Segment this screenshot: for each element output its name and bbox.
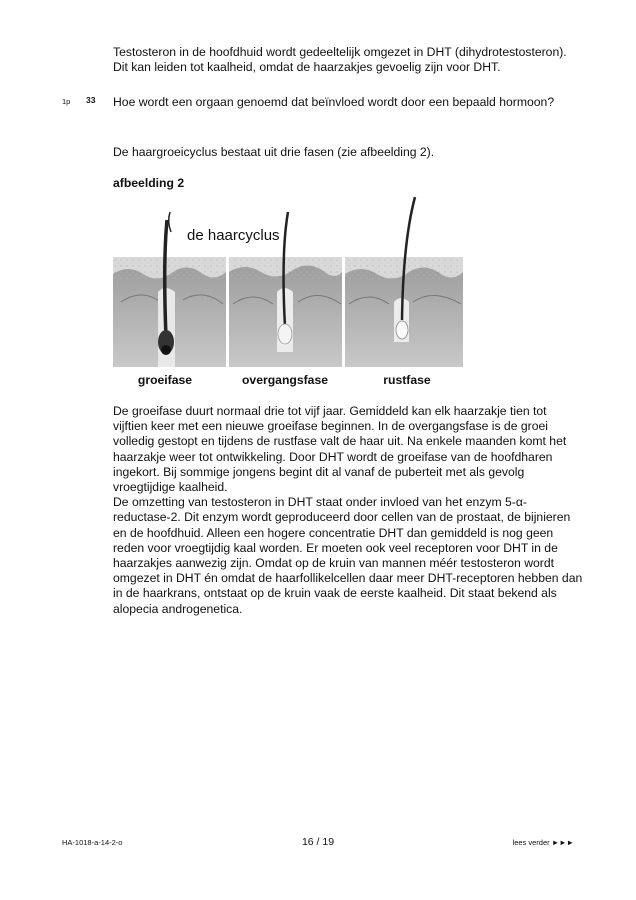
footer-next[interactable]: lees verder ►►►: [512, 838, 574, 847]
body-paragraph-1: De groeifase duurt normaal drie tot vijf jaar. Gemiddeld kan elk haarzakje tien tot vijftien keer met een nieuwe groeifase beginnen. In de overgangsfase is de groei volledig gestopt en tijdens de rustfase valt de haar uit. Na enkele maanden komt het haarzakje weer tot ontwikkeling. Door DHT wordt de groeifase van de hoofdharen ingekort. Bij sommige jongens begint dit al vanaf de puberteit met als gevolg vroegtijdige kaalheid.: [113, 404, 567, 495]
question-points: 1p: [62, 97, 71, 106]
figure-title: afbeelding 2: [113, 176, 185, 190]
figure-caption: de haarcyclus: [187, 227, 280, 244]
phase-label-overgangsfase: overgangsfase: [241, 373, 329, 387]
question-text: Hoe wordt een orgaan genoemd dat beïnvloed wordt door een bepaald hormoon?: [113, 95, 555, 109]
phase-label-groeifase: groeifase: [137, 373, 193, 387]
page-number: 16 / 19: [301, 836, 335, 848]
body-paragraph-2: De omzetting van testosteron in DHT staat onder invloed van het enzym 5-α-reductase-2. Dit enzym wordt geproduceerd door cellen van de prostaat, de bijnieren en de hoofdhuid. Alleen een hogere concentratie DHT dan gemiddeld is nog geen reden voor vroegtijdig kaal worden. Er moeten ook veel receptoren voor DHT in de haarzakjes aanwezig zijn. Omdat op de kruin van mannen méér testosteron wordt omgezet in DHT én omdat de haarfollikelcellen daar meer DHT-receptoren hebben dan in de haarkrans, ontstaat op de kruin vaak de eerste kaalheid. Dit staat bekend als alopecia androgenetica.: [113, 495, 583, 616]
hair-cycle-illustration: [113, 192, 463, 367]
footer-code: HA-1018-a-14-2-o: [62, 838, 123, 847]
intro-paragraph: Testosteron in de hoofdhuid wordt gedeeltelijk omgezet in DHT (dihydrotestosteron). Dit kan leiden tot kaalheid, omdat de haarzakjes gevoelig zijn voor DHT.: [113, 45, 567, 75]
question-number: 33: [86, 95, 96, 105]
phase-label-rustfase: rustfase: [383, 373, 431, 387]
hair-cycle-svg: [113, 192, 463, 367]
cycle-intro-paragraph: De haargroeicyclus bestaat uit drie fasen (zie afbeelding 2).: [113, 145, 435, 159]
panel-rustfase: [345, 197, 463, 367]
body-text: [113, 404, 583, 617]
